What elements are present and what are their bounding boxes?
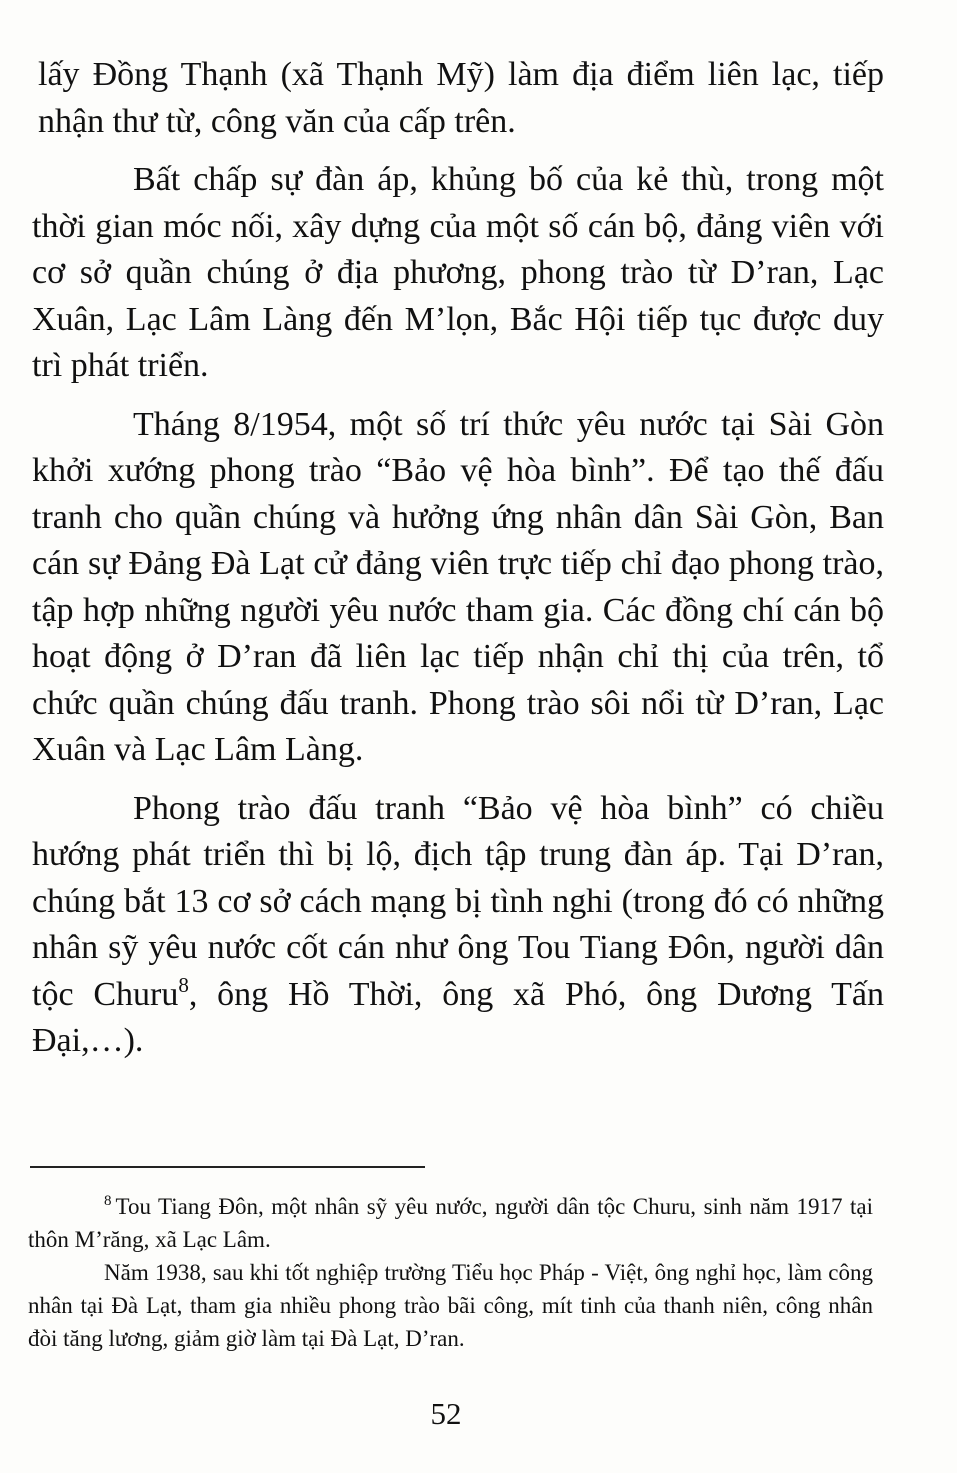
paragraph-text: lấy Đồng Thạnh (xã Thạnh Mỹ) làm địa điểm liên lạc, tiếp nhận thư từ, công văn của cấp trên. [38, 56, 884, 140]
footnotes [28, 1190, 873, 1355]
paragraph-text: Tháng 8/1954, một số trí thức yêu nước tại Sài Gòn khởi xướng phong trào “Bảo vệ hòa bình”. Để tạo thế đấu tranh cho quần chúng và hưởng ứng nhân dân Sài Gòn, Ban cán sự Đảng Đà Lạt cử đảng viên trực tiếp chỉ đạo phong trào, tập hợp những người yêu nước tham gia. Các đồng chí cán bộ hoạt động ở D’ran đã liên lạc tiếp nhận chỉ thị của trên, tổ chức quần chúng đấu tranh. Phong trào sôi nổi từ D’ran, Lạc Xuân và Lạc Lâm Làng. [32, 405, 884, 768]
footnote-marker: 8 [104, 1193, 112, 1209]
footnote [28, 1190, 873, 1256]
footnote [28, 1256, 873, 1355]
paragraph-continuation [32, 52, 884, 145]
footnote-text: Tou Tiang Đôn, một nhân sỹ yêu nước, người dân tộc Churu, sinh năm 1917 tại thôn M’răng, xã Lạc Lâm. [28, 1194, 873, 1252]
paragraph-text: , ông Hồ Thời, ông xã Phó, ông Dương Tấn Đại,…). [32, 975, 884, 1059]
footnote-reference: 8 [178, 972, 189, 997]
page-number: 52 [430, 1396, 462, 1431]
paragraph [32, 157, 884, 390]
footnote-text: Năm 1938, sau khi tốt nghiệp trường Tiểu học Pháp - Việt, ông nghỉ học, làm công nhân tại Đà Lạt, tham gia nhiều phong trào bãi công, mít tinh của thanh niên, công nhân đòi tăng lương, giảm giờ làm tại Đà Lạt, D’ran. [28, 1260, 873, 1351]
paragraph [32, 786, 884, 1065]
paragraph-text: Phong trào đấu tranh “Bảo vệ hòa bình” có chiều hướng phát triển thì bị lộ, địch tập trung đàn áp. Tại D’ran, chúng bắt 13 cơ sở cách mạng bị tình nghi (trong đó có những nhân sỹ yêu nước cốt cán như ông Tou Tiang Đôn, người dân tộc Churu [32, 789, 884, 1013]
paragraph [32, 402, 884, 774]
main-text [32, 52, 884, 1077]
paragraph-text: Bất chấp sự đàn áp, khủng bố của kẻ thù, trong một thời gian móc nối, xây dựng của một số cán bộ, đảng viên với cơ sở quần chúng ở địa phương, phong trào từ D’ran, Lạc Xuân, Lạc Lâm Làng đến M’lọn, Bắc Hội tiếp tục được duy trì phát triển. [32, 161, 884, 384]
footnote-divider [30, 1166, 425, 1168]
